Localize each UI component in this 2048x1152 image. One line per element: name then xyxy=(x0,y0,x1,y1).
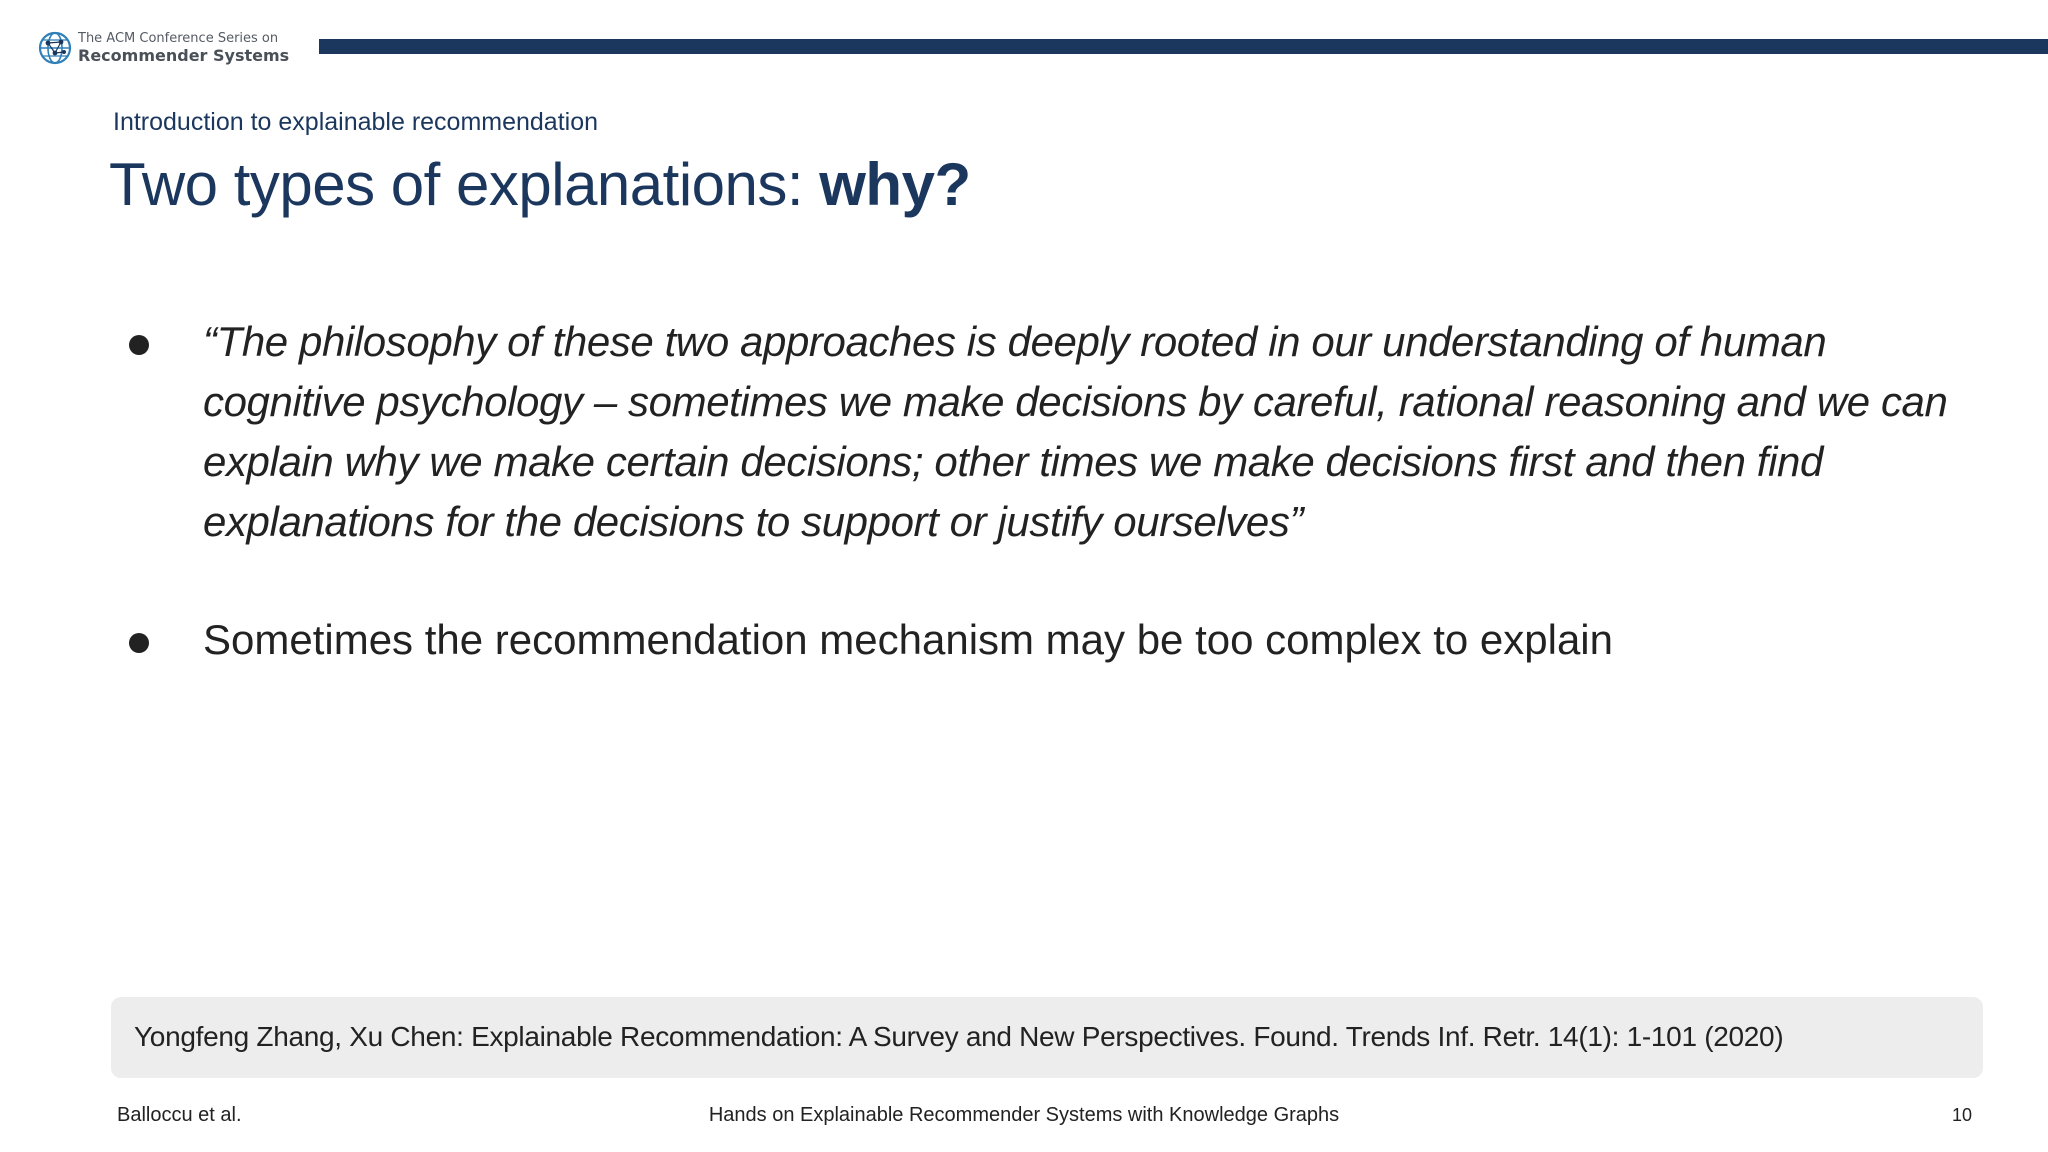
reference-citation: Yongfeng Zhang, Xu Chen: Explainable Recommendation: A Survey and New Perspectives. Found. Trends Inf. Retr. 14(1): 1-101 (2020) xyxy=(134,1021,1784,1052)
bullet-marker xyxy=(129,335,149,355)
conference-logo xyxy=(38,28,289,68)
header-bar xyxy=(319,39,2048,54)
bullet-quote-text: “The philosophy of these two approaches is deeply rooted in our understanding of human cognitive psychology – sometimes we make decisions by careful, rational reasoning and we can explain why we make certain decisions; other times we make decisions first and then find explanations for the decisions to support or justify ourselves” xyxy=(203,318,1948,545)
footer-authors: Balloccu et al. xyxy=(117,1104,242,1126)
logo-line-2: Recommender Systems xyxy=(78,46,290,65)
slide-subtitle: Introduction to explainable recommendation xyxy=(113,108,599,136)
globe-network-icon xyxy=(38,31,72,65)
page-number: 10 xyxy=(1951,1105,1972,1125)
logo-text xyxy=(78,32,289,64)
slide-title-text: Two types of explanations: xyxy=(109,151,820,218)
reference-box xyxy=(111,997,1983,1078)
slide-title-emphasis: why? xyxy=(819,151,971,218)
slide-title xyxy=(109,150,971,219)
bullet-text: Sometimes the recommendation mechanism may be too complex to explain xyxy=(203,616,1613,663)
bullet-marker xyxy=(129,633,149,653)
logo-line-1: The ACM Conference Series on xyxy=(78,31,279,46)
footer-talk-title: Hands on Explainable Recommender Systems with Knowledge Graphs xyxy=(708,1104,1340,1126)
